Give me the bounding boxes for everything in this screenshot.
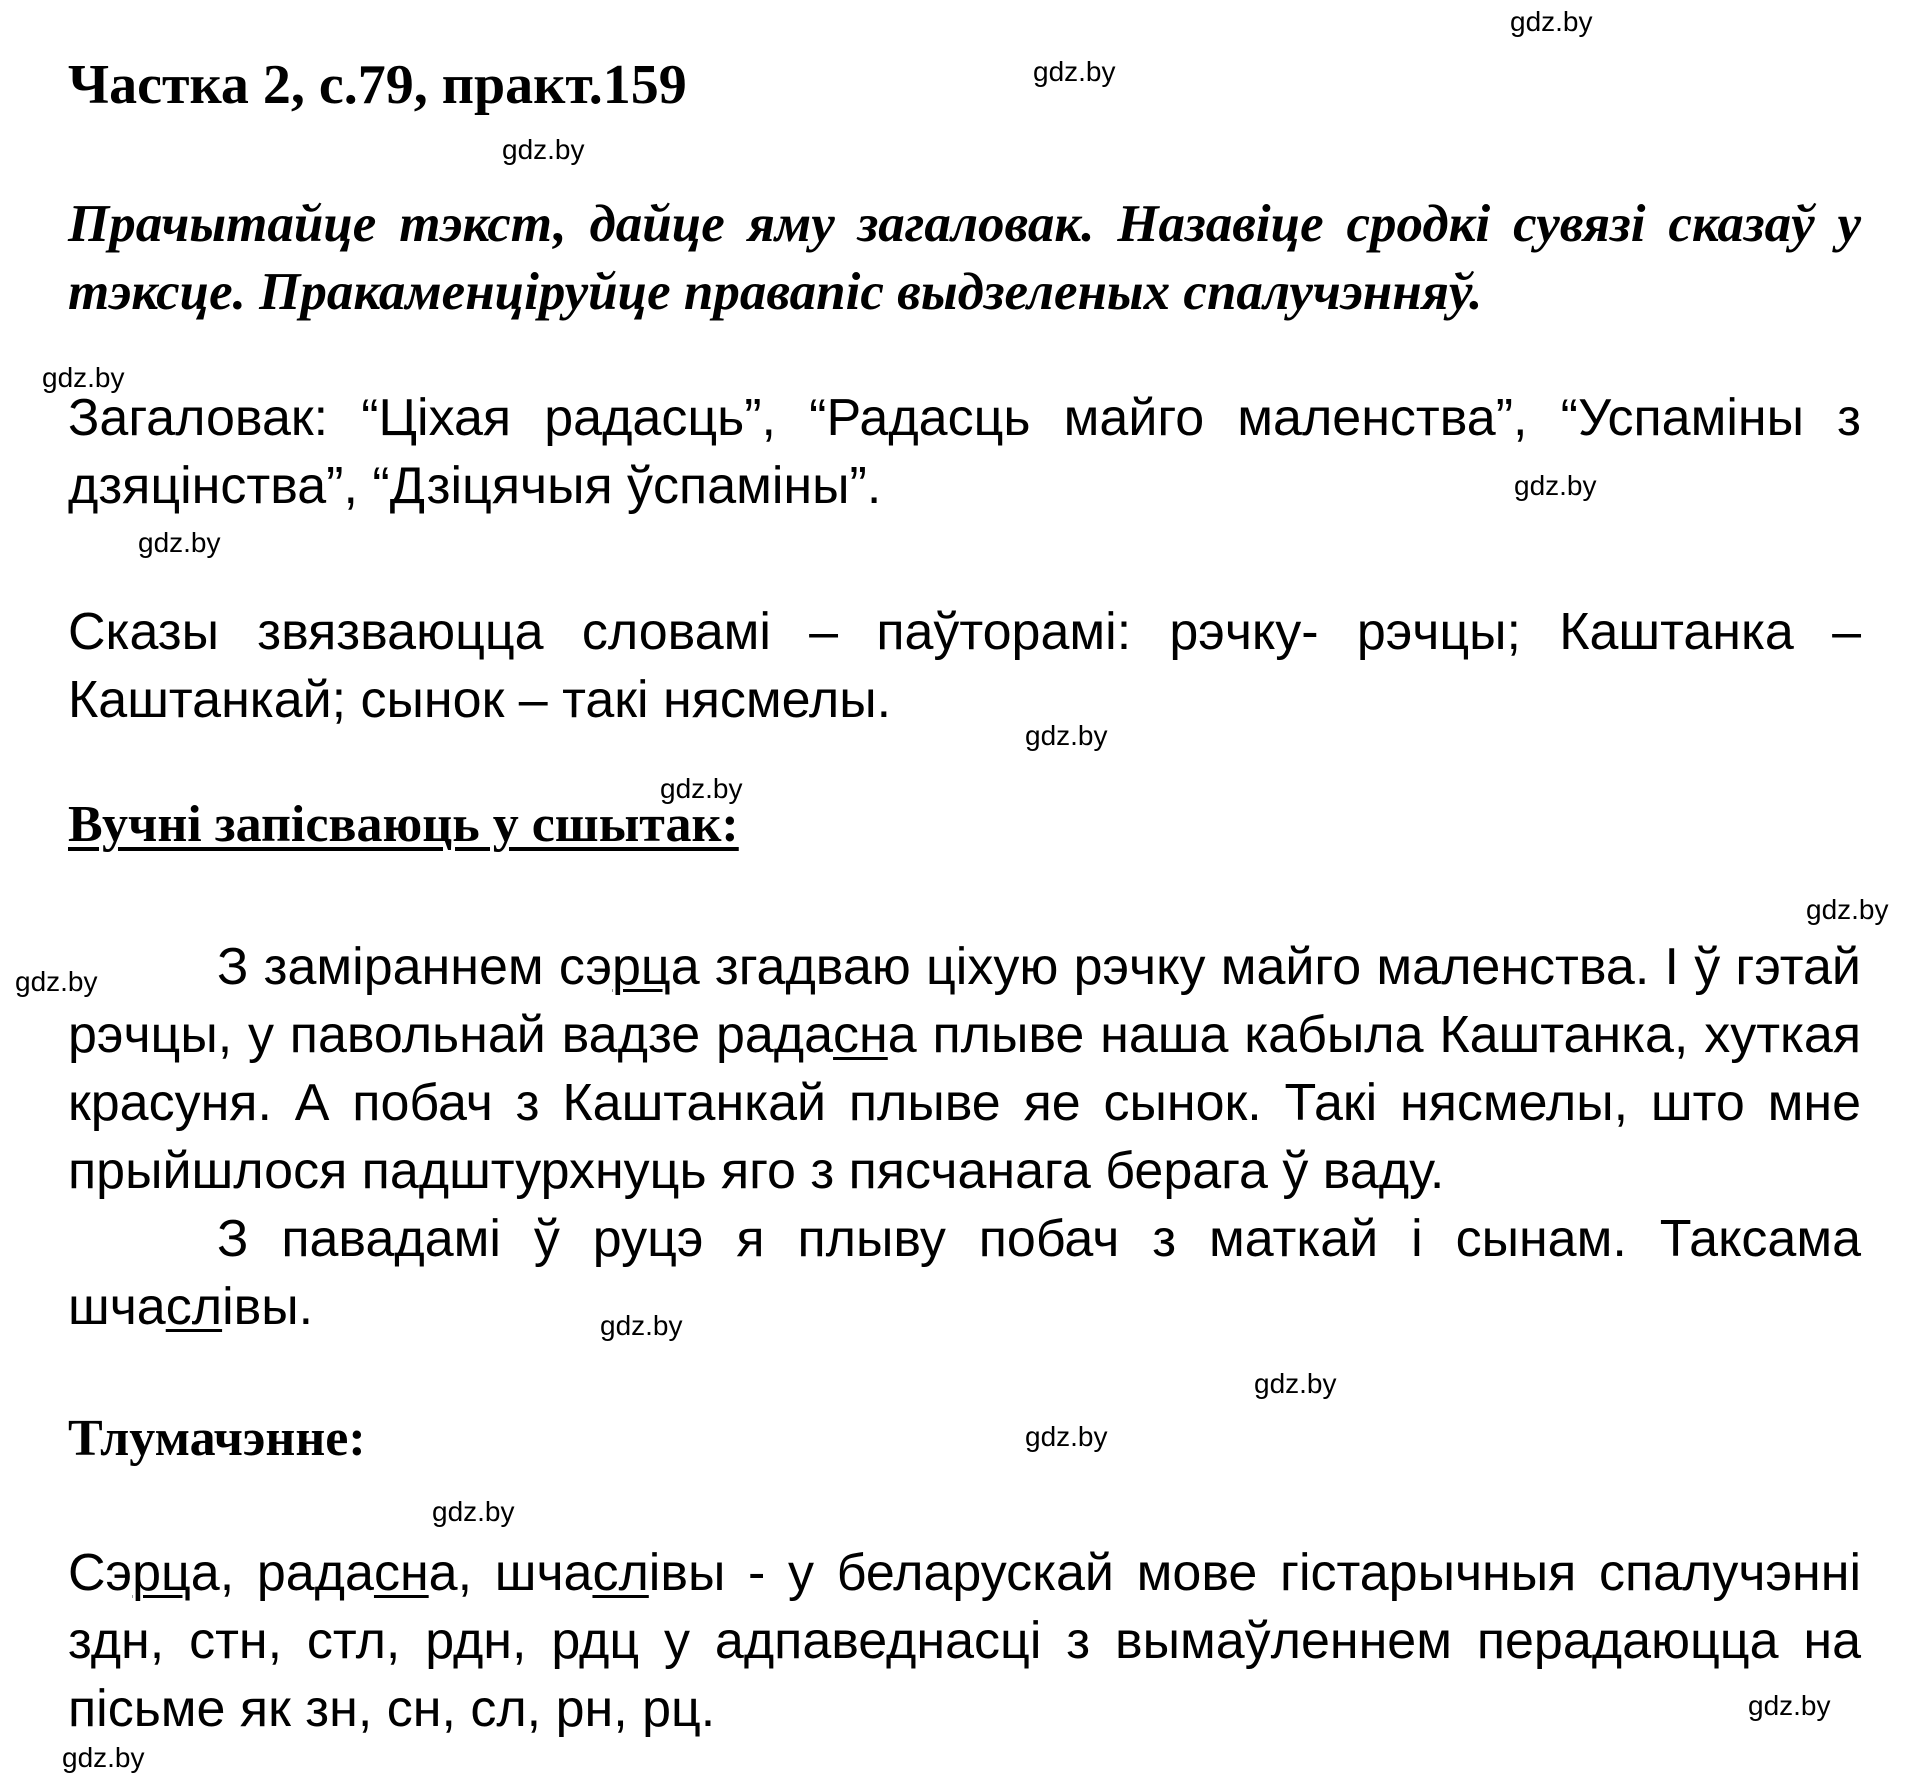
watermark: gdz.by [1514,470,1597,501]
watermark: gdz.by [1025,1421,1108,1452]
story-text [68,933,1861,1341]
story-paragraph: З заміраннем сэрца згадваю ціхую рэчку майго маленства. І ў гэтай рэчцы, у павольнай вадзе радасна плыве наша кабыла Каштанка, хуткая красуня. А побач з Каштанкай плыве яе сынок. Такі нясмелы, што мне прыйшлося падштурхнуць яго з пясчанага берага ў ваду. [68,938,1861,1200]
sentences-paragraph: Сказы звязваюцца словамі – паўторамі: рэчку- рэчцы; Каштанка – Каштанкай; сынок – такі нясмелы. [68,603,1861,729]
task-statement: Прачытайце тэкст, дайце яму загаловак. Назавіце сродкі сувязі сказаў у тэксце. Пракаменціруйце правапіс выдзеленых спалучэнняў. [68,195,1861,321]
watermark: gdz.by [432,1496,515,1527]
notes-heading: Вучні запісваюць у сшытак: [68,796,739,853]
titles-paragraph: Загаловак: “Ціхая радасць”, “Радасць майго маленства”, “Успаміны з дзяцінства”, “Дзіцячыя ўспаміны”. [68,389,1861,515]
explanation-heading: Тлумачэнне: [68,1410,366,1467]
watermark: gdz.by [502,134,585,165]
watermark: gdz.by [1033,56,1116,87]
watermark: gdz.by [15,966,98,997]
watermark: gdz.by [42,362,125,393]
watermark: gdz.by [1510,6,1593,37]
highlighted-cluster: сн [373,1544,429,1602]
watermark: gdz.by [1748,1690,1831,1721]
watermark: gdz.by [600,1310,683,1341]
explanation-paragraph: Сэрца, радасна, шчаслівы - у беларускай мове гістарычныя спалучэнні здн, стн, стл, рдн, рдц у адпаведнасці з вымаўленнем перадаюцца на пісьме як зн, сн, сл, рн, рц. [68,1544,1861,1738]
highlighted-cluster: рц [132,1544,191,1602]
highlighted-cluster: сл [165,1278,223,1336]
watermark: gdz.by [660,773,743,804]
watermark: gdz.by [62,1742,145,1773]
watermark: gdz.by [1806,894,1889,925]
watermark: gdz.by [1025,720,1108,751]
watermark: gdz.by [1254,1368,1337,1399]
page-title: Частка 2, с.79, практ.159 [68,54,687,116]
highlighted-cluster: рц [612,938,671,996]
story-paragraph: З павадамі ў руцэ я плыву побач з маткай і сынам. Таксама шчаслівы. [68,1210,1861,1336]
highlighted-cluster: сл [592,1544,649,1602]
highlighted-cluster: сн [833,1006,888,1064]
watermark: gdz.by [138,527,221,558]
